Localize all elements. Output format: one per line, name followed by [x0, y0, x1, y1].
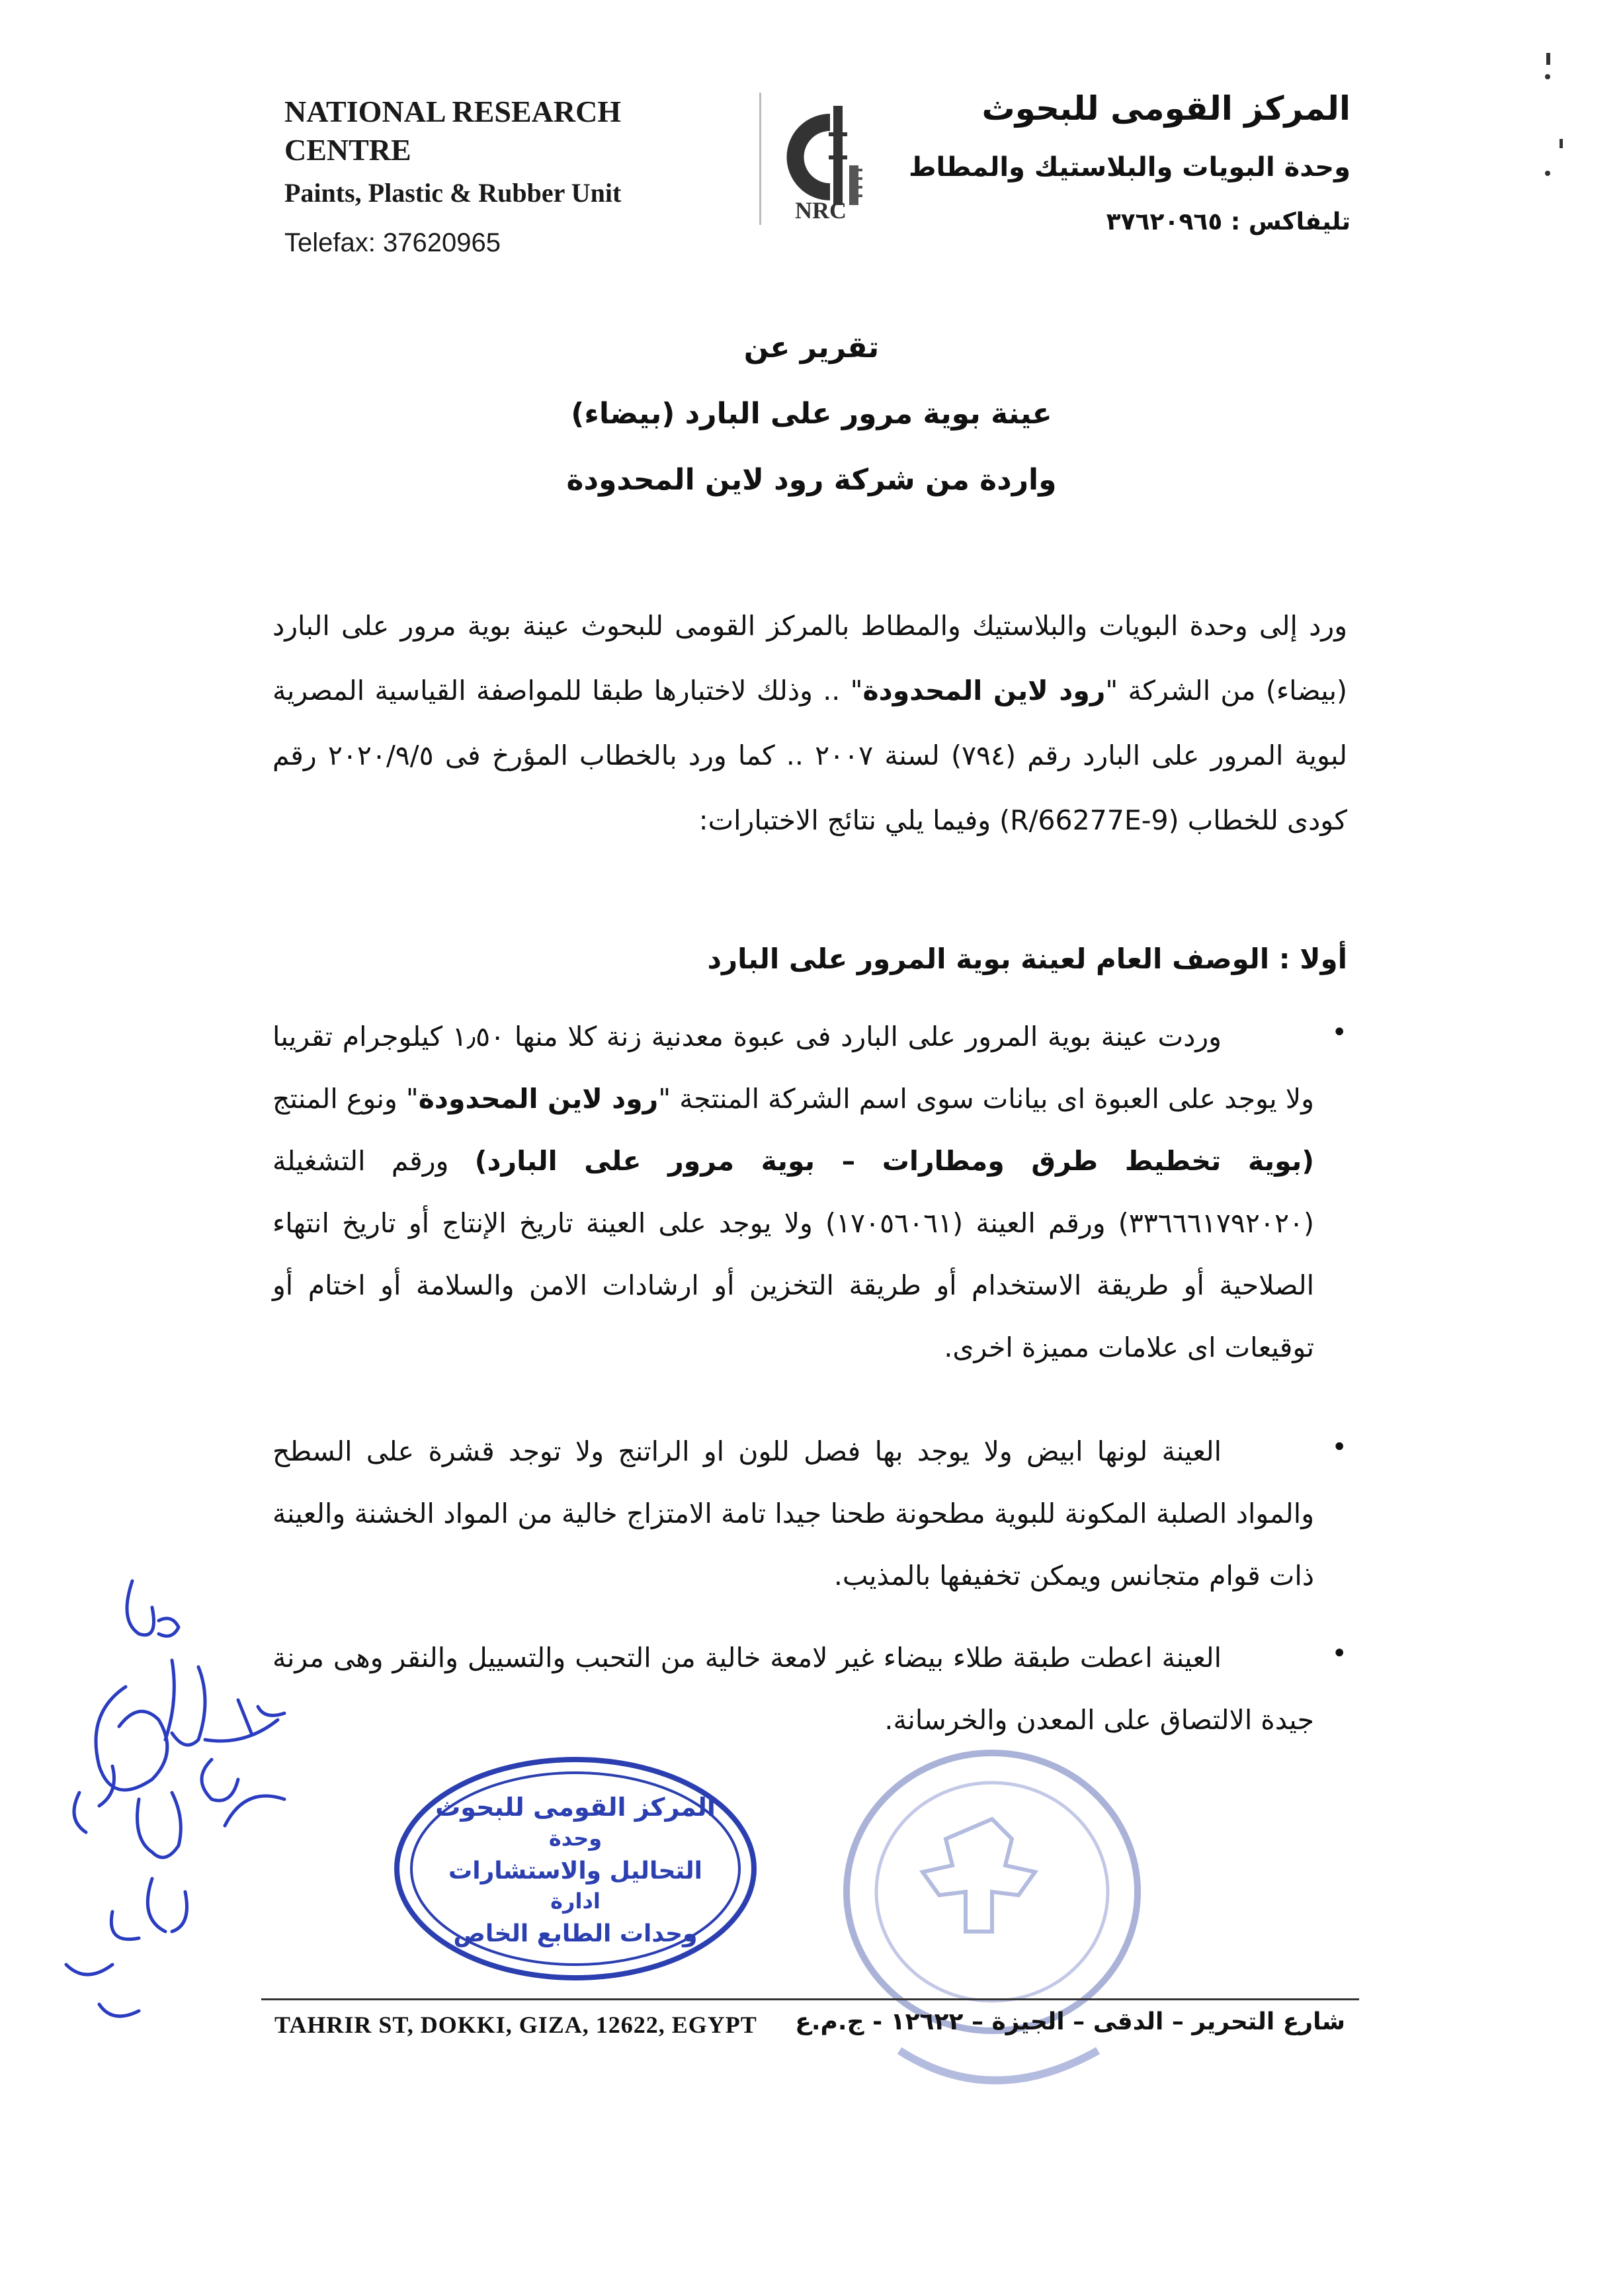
report-title-line2: عينة بوية مرور على البارد (بيضاء)	[571, 397, 1052, 431]
scan-mark	[1545, 171, 1550, 176]
nrc-logo	[767, 93, 883, 225]
org-name-arabic: المركز القومى للبحوث	[981, 89, 1351, 128]
header-divider	[759, 93, 761, 225]
stamp-line3: التحاليل والاستشارات	[448, 1857, 702, 1885]
faded-seal	[833, 1740, 1151, 2097]
intro-paragraph	[272, 593, 1347, 853]
bullet1-part2: " ونوع المنتج	[272, 1083, 419, 1115]
unit-name-english: Paints, Plastic & Rubber Unit	[284, 178, 622, 208]
section-heading: أولا : الوصف العام لعينة بوية المرور على البارد	[707, 943, 1347, 975]
bullet-paragraph-2: العينة لونها ابيض ولا يوجد بها فصل للون او الراتنج ولا توجد قشرة على السطح والمواد الصلبة المكونة للبوية مطحونة طحنا جيدا تامة الامتزاج خالية من المواد الخشنة والعينة ذات قوام متجانس ويمكن تخفيفها بالمذيب.	[272, 1435, 1314, 1592]
intro-text-part1: ورد إلى وحدة البويات والبلاستيك والمطاط بالمركز القومى للبحوث عينة بوية مرور على البارد (بيضاء) من الشركة "	[272, 610, 1347, 706]
org-name-english	[284, 93, 621, 169]
intro-company-name: رود لاين المحدودة	[862, 675, 1106, 706]
intro-text-part2: " .. وذلك لاختبارها طبقا للمواصفة القياسية المصرية لبوية المرور على البارد رقم (٧٩٤) لسنة ٢٠٠٧ .. كما ورد بالخطاب المؤرخ فى ٢٠٢٠/٩/٥ رقم كودى للخطاب (R/66277E-9) وفيما يلي نتائج الاختبارات:	[272, 675, 1348, 836]
telefax-arabic: تليفاكس : ٣٧٦٢٠٩٦٥	[1106, 208, 1351, 235]
stamp-line2: وحدة	[548, 1826, 603, 1851]
bullet-paragraph-3: العينة اعطت طبقة طلاء بيضاء غير لامعة خالية من التحبب والتسييل والنقر وهى مرنة جيدة الالتصاق على المعدن والخرسانة.	[272, 1642, 1314, 1736]
logo-text: NRC	[795, 197, 847, 224]
bullet1-part1: وردت عينة بوية المرور على البارد فى عبوة معدنية زنة كلا منها ١٫٥٠ كيلوجرام تقريبا ولا يوجد على العبوة اى بيانات سوى اسم الشركة المنتجة "	[272, 1021, 1314, 1115]
bullet-dot: •	[1331, 1017, 1347, 1048]
bullet1-part3: ورقم التشغيلة (٣٣٦٦٦١٧٩٢٠٢٠) ورقم العينة (١٧٠٥٦٠٦١) ولا يوجد على العينة تاريخ الإنتاج أو تاريخ انتهاء الصلاحية أو طريقة الاستخدام أو طريقة التخزين أو ارشادات الامن والسلامة أو اختام أو توقيعات اى علامات مميزة اخرى.	[272, 1145, 1314, 1363]
telefax-english: Telefax: 37620965	[284, 228, 501, 257]
footer-divider	[261, 1998, 1359, 2000]
bullet-dot: •	[1331, 1432, 1347, 1463]
bullet-dot: •	[1331, 1638, 1347, 1669]
org-name-line1: NATIONAL RESEARCH	[284, 95, 622, 128]
footer-address-arabic: شارع التحرير – الدقى – الجيزة – ١٢٦٢٢ - ج.م.ع	[795, 2008, 1345, 2035]
report-title-line3: واردة من شركة رود لاين المحدودة	[566, 463, 1057, 497]
stamp-line4: ادارة	[550, 1889, 601, 1914]
unit-name-arabic: وحدة البويات والبلاستيك والمطاط	[908, 152, 1351, 183]
unit-stamp	[390, 1753, 761, 1984]
stamp-line5: وحدات الطابع الخاص	[453, 1920, 698, 1947]
stamp-line1: المركز القومى للبحوث	[435, 1793, 716, 1822]
org-name-line2: CENTRE	[284, 133, 411, 167]
footer-address-english: TAHRIR ST, DOKKI, GIZA, 12622, EGYPT	[274, 2012, 757, 2038]
report-title-line1: تقرير عن	[743, 331, 880, 364]
scan-mark	[1546, 53, 1550, 65]
bullet1-product-type: (بوية تخطيط طرق ومطارات – بوية مرور على البارد)	[474, 1145, 1314, 1177]
bullet-paragraph-1	[272, 1005, 1314, 1379]
scan-mark	[1560, 139, 1563, 148]
scan-mark	[1545, 74, 1550, 79]
bullet1-company-name: رود لاين المحدودة	[418, 1083, 659, 1115]
handwritten-signature	[40, 1541, 317, 2057]
